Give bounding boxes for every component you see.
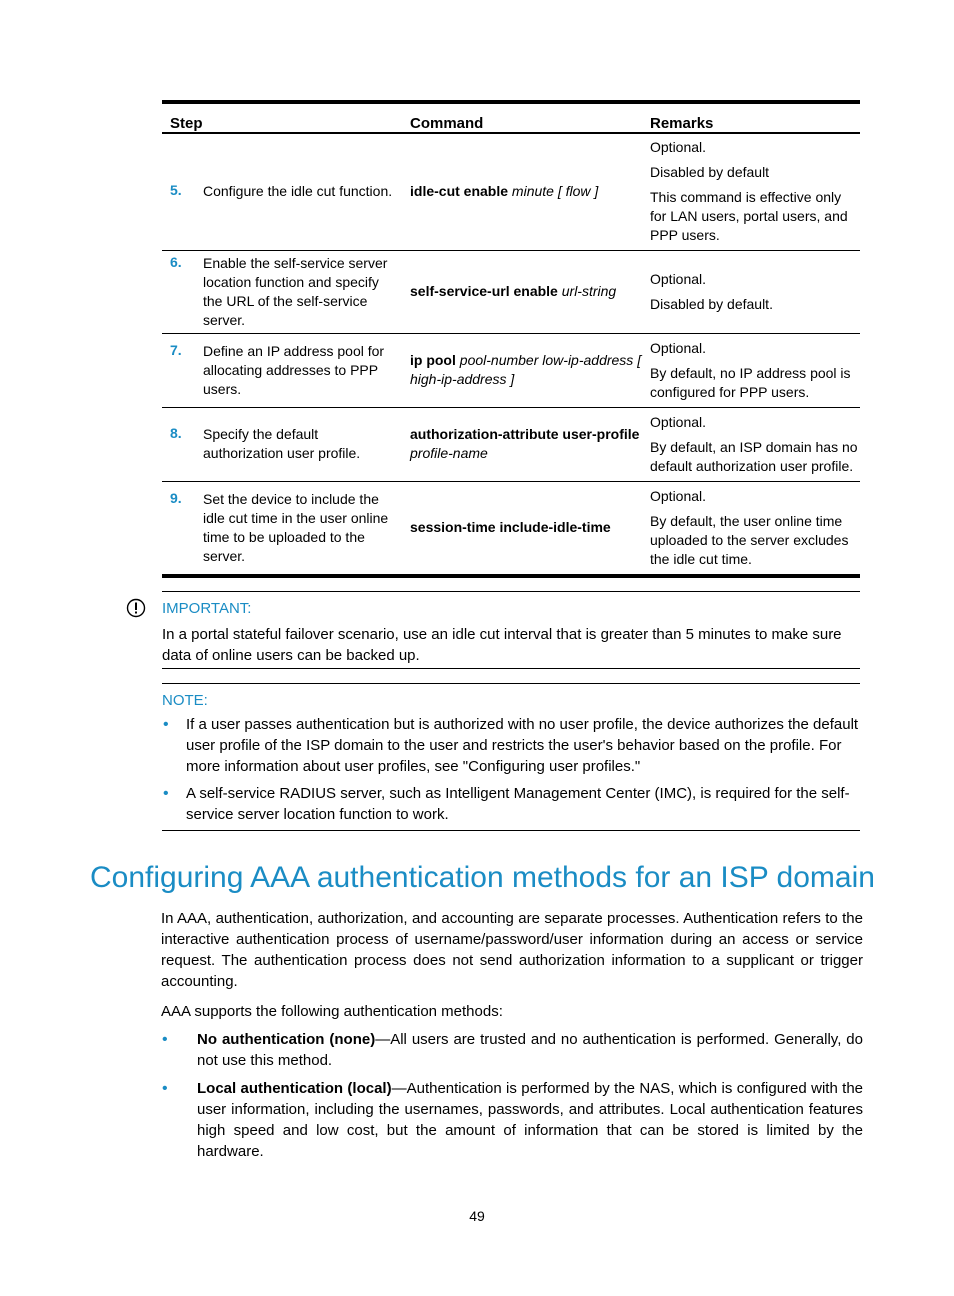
command-cell [402, 333, 642, 407]
command-keyword: authorization-attribute user-profile [410, 426, 640, 442]
command-args: profile-name [410, 445, 488, 461]
remark-line: This command is effective only for LAN users, portal users, and PPP users. [650, 189, 848, 244]
remark-line: Optional. [650, 413, 707, 430]
command-table [162, 100, 860, 578]
table-row [162, 133, 860, 250]
note-item: • If a user passes authentication but is authorized with no user profile, the device authorizes the default user profile of the ISP domain to the user and restricts the user's behavior based on the profile. For more information about user profiles, see "Configuring user profiles." [162, 714, 860, 777]
header-step: Step [162, 102, 402, 133]
methods-lead: AAA supports the following authentication methods: [161, 1003, 503, 1020]
step-description: Define an IP address pool for allocating addresses to PPP users. [203, 342, 385, 397]
method-term: Local authentication (local) [197, 1080, 392, 1097]
step-number: 9. [170, 489, 182, 506]
important-icon [126, 598, 146, 618]
command-args: pool-number low-ip-address [ high-ip-address ] [410, 352, 642, 387]
command-keyword: session-time include-idle-time [410, 519, 611, 536]
command-args: minute [ flow ] [508, 183, 599, 200]
step-description: Specify the default authorization user profile. [203, 426, 361, 461]
remarks-cell [642, 481, 860, 576]
command-keyword: idle-cut enable [410, 183, 509, 200]
command-cell [402, 407, 642, 481]
list-item [161, 1078, 863, 1162]
method-desc: —Authentication is performed by the NAS, which is configured with the user information, including the usernames, passwords, and attributes. Local authentication features high speed and low cost, but the amount of information that can be stored is limited by the hardware. [197, 1080, 864, 1160]
important-box [162, 591, 860, 669]
table-row [162, 333, 860, 407]
remarks-cell [642, 133, 860, 250]
remark-line: Optional. [650, 139, 707, 156]
remark-line: By default, no IP address pool is configured for PPP users. [650, 364, 851, 400]
intro-paragraph: In AAA, authentication, authorization, and accounting are separate processes. Authentication refers to the interactive authentication process of username/password/user information during an access or service request. The authentication process does not send authorization information to a supplicant or trigger accounting. [161, 910, 863, 990]
note-title: NOTE: [162, 692, 208, 709]
section-heading: Configuring AAA authentication methods for an ISP domain [90, 861, 875, 894]
header-remarks: Remarks [642, 102, 860, 133]
list-item [161, 1029, 863, 1071]
remarks-cell [642, 333, 860, 407]
command-keyword: self-service-url enable [410, 283, 558, 299]
note-item: • A self-service RADIUS server, such as Intelligent Management Center (IMC), is required for the self-service server location function to work. [162, 783, 860, 825]
important-title: IMPORTANT: [162, 600, 252, 617]
table-header-row [162, 102, 860, 133]
command-cell [402, 250, 642, 333]
remark-line: By default, an ISP domain has no default authorization user profile. [650, 438, 858, 474]
command-keyword: ip pool [410, 352, 456, 368]
remark-line: Disabled by default. [650, 295, 773, 312]
table-row [162, 407, 860, 481]
command-cell [402, 133, 642, 250]
method-term: No authentication (none) [197, 1031, 376, 1048]
remark-line: Optional. [650, 339, 707, 356]
methods-list [161, 1029, 863, 1169]
remarks-cell [642, 407, 860, 481]
remark-line: By default, the user online time uploaded to the server excludes the idle cut time. [650, 512, 849, 567]
remark-line: Optional. [650, 270, 707, 287]
note-box [162, 683, 860, 831]
step-description: Set the device to include the idle cut time in the user online time to be uploaded to the server. [203, 490, 389, 564]
note-list [162, 714, 860, 825]
table-row [162, 250, 860, 333]
step-number: 8. [170, 425, 182, 441]
remark-line: Disabled by default [650, 164, 770, 181]
command-args: url-string [557, 283, 617, 299]
header-command: Command [402, 102, 642, 133]
method-desc: —All users are trusted and no authentication is performed. Generally, do not use this method. [197, 1031, 863, 1069]
important-text: In a portal stateful failover scenario, use an idle cut interval that is greater than 5 minutes to make sure data of online users can be backed up. [162, 626, 842, 664]
step-description: Configure the idle cut function. [203, 183, 393, 200]
step-number: 7. [170, 341, 182, 358]
step-description: Enable the self-service server location function and specify the URL of the self-service server. [203, 254, 388, 328]
page-number: 49 [469, 1208, 485, 1224]
step-number: 6. [170, 253, 182, 270]
remark-line: Optional. [650, 487, 707, 504]
step-number: 5. [170, 182, 182, 199]
table-row [162, 481, 860, 576]
command-cell [402, 481, 642, 576]
remarks-cell [642, 250, 860, 333]
